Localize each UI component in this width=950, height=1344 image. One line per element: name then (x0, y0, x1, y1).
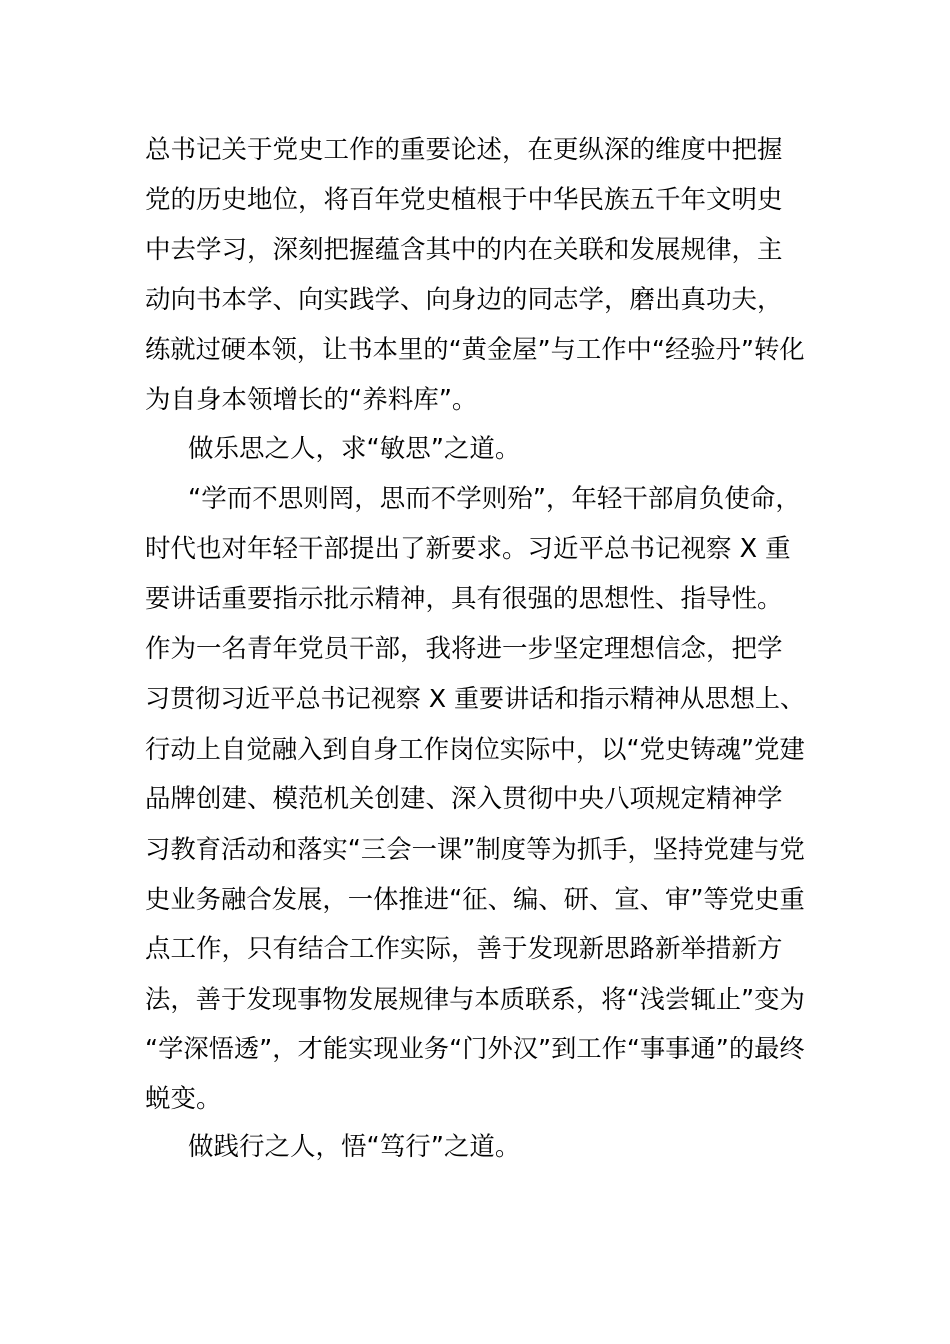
section-heading: 做践行之人，悟“笃行”之道。 (188, 1132, 521, 1162)
section-heading: 做乐思之人，求“敏思”之道。 (188, 434, 521, 464)
paragraph-line: 史业务融合发展，一体推进“征、编、研、宣、审”等党史重 (145, 884, 805, 914)
paragraph-line: 作为一名青年党员干部，我将进一步坚定理想信念，把学 (145, 634, 783, 664)
paragraph-line: 中去学习，深刻把握蕴含其中的内在关联和发展规律，主 (145, 235, 783, 265)
paragraph-line: 品牌创建、模范机关创建、深入贯彻中央八项规定精神学 (145, 784, 783, 814)
paragraph-line: 时代也对年轻干部提出了新要求。习近平总书记视察 X 重 (145, 534, 791, 564)
paragraph-line: 法，善于发现事物发展规律与本质联系，将“浅尝辄止”变为 (145, 984, 805, 1014)
paragraph-line: 习贯彻习近平总书记视察 X 重要讲话和指示精神从思想上、 (145, 684, 806, 713)
paragraph-line: 党的历史地位，将百年党史植根于中华民族五千年文明史 (145, 185, 783, 215)
paragraph-line: 要讲话重要指示批示精神，具有很强的思想性、指导性。 (145, 584, 783, 614)
paragraph-line: 动向书本学、向实践学、向身边的同志学，磨出真功夫， (145, 285, 783, 315)
paragraph-line: 行动上自觉融入到自身工作岗位实际中，以“党史铸魂”党建 (145, 734, 805, 764)
paragraph-line: 练就过硬本领，让书本里的“黄金屋”与工作中“经验丹”转化 (145, 335, 805, 364)
paragraph-line: “学而不思则罔，思而不学则殆”，年轻干部肩负使命， (188, 484, 801, 514)
paragraph-line: 点工作，只有结合工作实际，善于发现新思路新举措新方 (145, 934, 783, 964)
paragraph-line: 为自身本领增长的“养料库”。 (145, 385, 478, 415)
paragraph-line: “学深悟透”，才能实现业务“门外汉”到工作“事事通”的最终 (145, 1034, 805, 1063)
paragraph-line: 蜕变。 (145, 1084, 222, 1114)
paragraph-line: 总书记关于党史工作的重要论述，在更纵深的维度中把握 (145, 135, 783, 165)
paragraph-line: 习教育活动和落实“三会一课”制度等为抓手，坚持党建与党 (145, 834, 805, 864)
